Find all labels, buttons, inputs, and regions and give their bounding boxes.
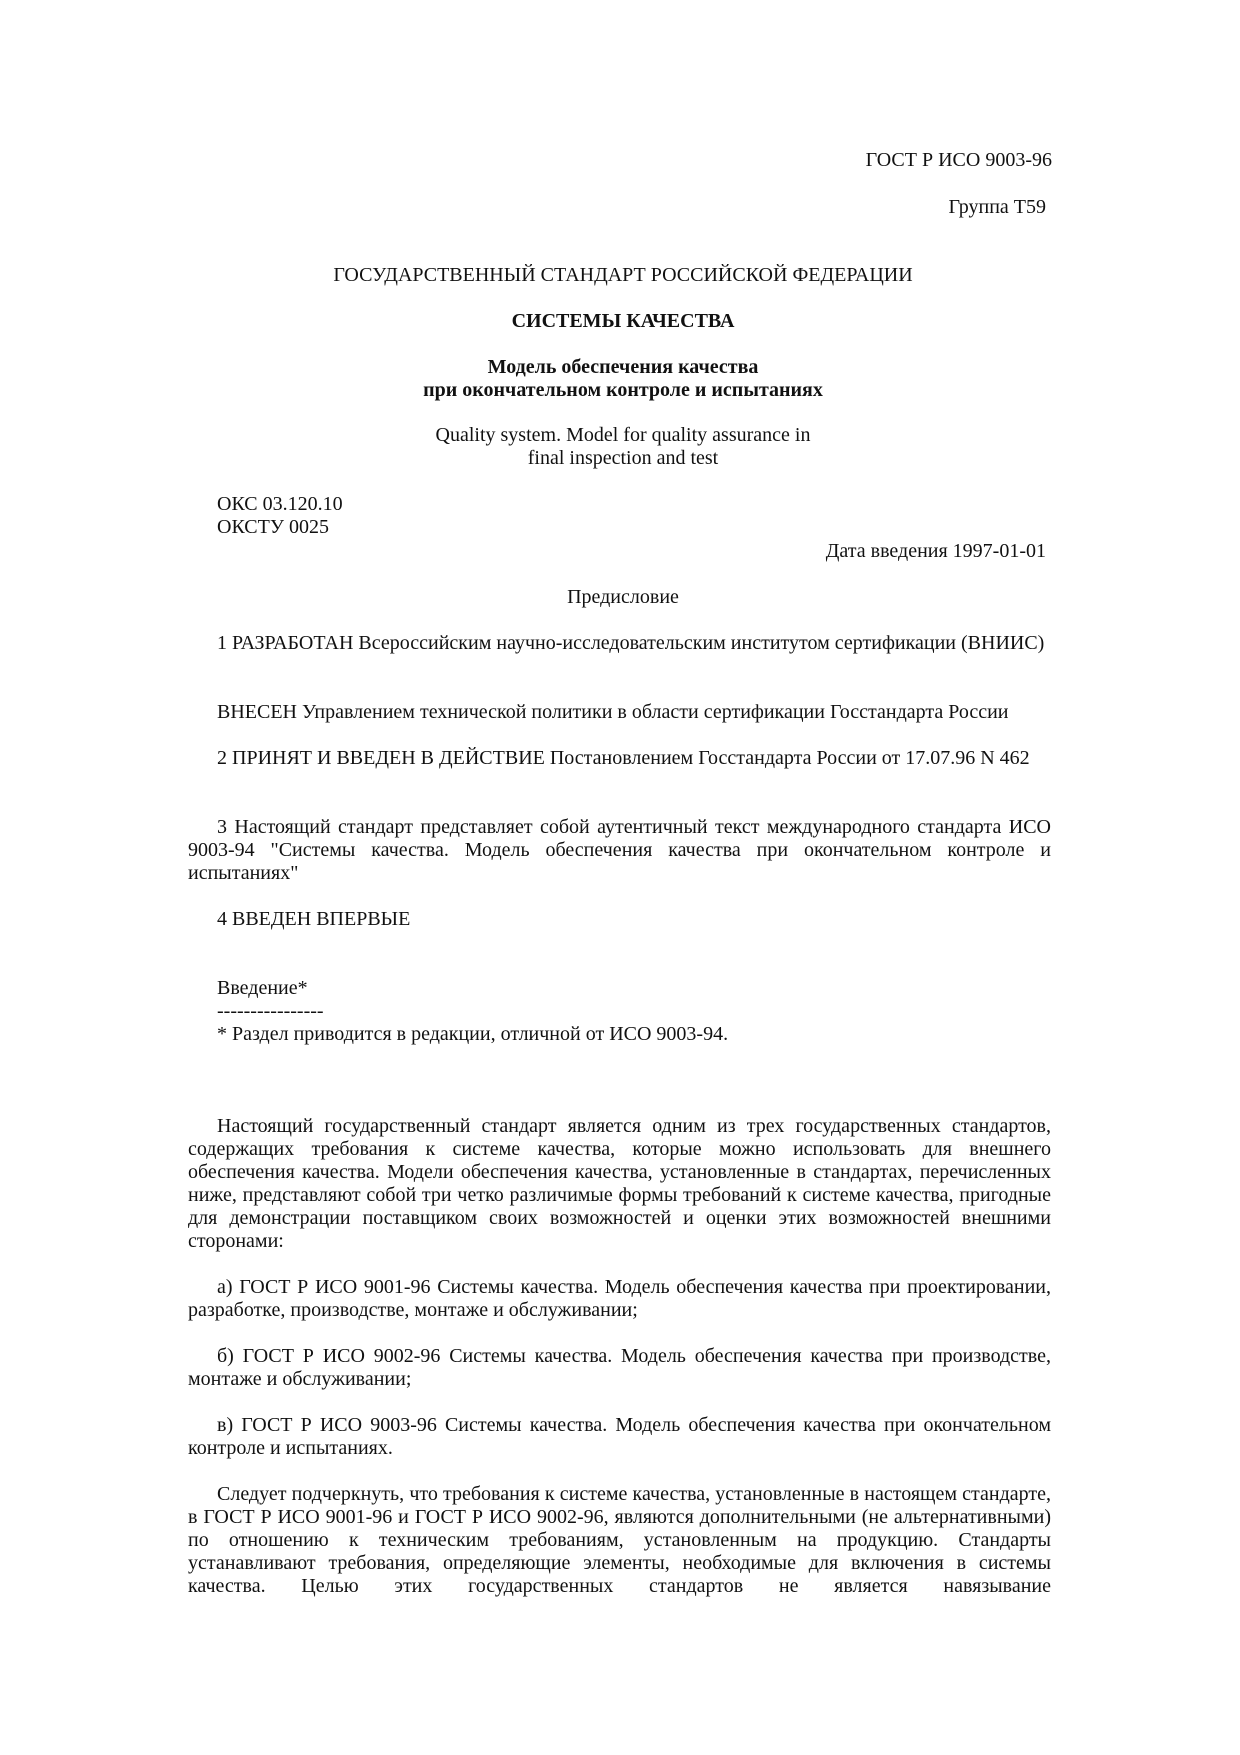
- english-title-line1: Quality system. Model for quality assurance in: [435, 424, 811, 446]
- foreword-item-1-extra-text: ВНЕСЕН Управлением технической политики в области сертификации Госстандарта России: [217, 701, 1009, 723]
- introduction-paragraph-2-text: Следует подчеркнуть, что требования к системе качества, установленные в настоящем стандарте, в ГОСТ Р ИСО 9001-96 и ГОСТ Р ИСО 9002-96, являются дополнительными (не альтернативными) по отношению к техническим требованиям, установленным на продукцию. Стандарты устанавливают требования, определяющие элементы, необходимые для включения в системы качества. Целью этих государственных стандартов не является навязывание: [188, 1483, 1051, 1597]
- foreword-item-1-text: 1 РАЗРАБОТАН Всероссийским научно-исследовательским институтом сертификации (ВНИИС): [217, 632, 1045, 654]
- introduction-heading: Введение*: [217, 977, 308, 999]
- foreword-item-2: [188, 747, 1051, 770]
- foreword-heading: Предисловие: [567, 586, 679, 608]
- okstu-code: ОКСТУ 0025: [217, 516, 330, 538]
- document-number: ГОСТ Р ИСО 9003-96: [865, 149, 1052, 171]
- introduction-list-item-c: [188, 1414, 1051, 1460]
- introduction-paragraph-2: [188, 1483, 1051, 1598]
- introduction-list-item-c-text: в) ГОСТ Р ИСО 9003-96 Системы качества. Модель обеспечения качества при окончательном контроле и испытаниях.: [188, 1414, 1051, 1459]
- document-group: Группа Т59: [948, 196, 1046, 218]
- oks-code: ОКС 03.120.10: [217, 493, 343, 515]
- state-standard-title: ГОСУДАРСТВЕННЫЙ СТАНДАРТ РОССИЙСКОЙ ФЕДЕРАЦИИ: [333, 264, 913, 286]
- footnote-separator: ----------------: [217, 1000, 324, 1022]
- foreword-item-2-text: 2 ПРИНЯТ И ВВЕДЕН В ДЕЙСТВИЕ Постановлением Госстандарта России от 17.07.96 N 462: [217, 747, 1030, 769]
- introduction-paragraph-1: [188, 1115, 1051, 1253]
- standard-main-title: СИСТЕМЫ КАЧЕСТВА: [511, 310, 735, 332]
- foreword-item-4: [188, 908, 1051, 931]
- introduction-list-item-a: [188, 1276, 1051, 1322]
- introduction-paragraph-1-text: Настоящий государственный стандарт является одним из трех государственных стандартов, содержащих требования к системе качества, которые можно использовать для внешнего обеспечения качества. Модели обеспечения качества, установленные в стандартах, перечисленных ниже, представляют собой три четко различимые формы требований к системе качества, пригодные для демонстрации поставщиком своих возможностей и оценки этих возможностей внешними сторонами:: [188, 1115, 1051, 1252]
- foreword-item-4-text: 4 ВВЕДЕН ВПЕРВЫЕ: [217, 908, 411, 930]
- standard-subtitle-line1: Модель обеспечения качества: [487, 356, 759, 378]
- introduction-date: Дата введения 1997-01-01: [825, 540, 1046, 562]
- foreword-item-3: [188, 816, 1051, 885]
- english-title-line2: final inspection and test: [527, 447, 719, 469]
- foreword-item-1: [188, 632, 1051, 655]
- standard-subtitle-line2: при окончательном контроле и испытаниях: [423, 379, 823, 401]
- foreword-item-1-extra: [188, 701, 1051, 724]
- introduction-list-item-a-text: а) ГОСТ Р ИСО 9001-96 Системы качества. Модель обеспечения качества при проектировании, разработке, производстве, монтаже и обслуживании;: [188, 1276, 1051, 1321]
- foreword-item-3-text: 3 Настоящий стандарт представляет собой аутентичный текст международного стандарта ИСО 9003-94 "Системы качества. Модель обеспечения качества при окончательном контроле и испытаниях": [188, 816, 1051, 884]
- introduction-list-item-b-text: б) ГОСТ Р ИСО 9002-96 Системы качества. Модель обеспечения качества при производстве, монтаже и обслуживании;: [188, 1345, 1051, 1390]
- footnote-text: * Раздел приводится в редакции, отличной от ИСО 9003-94.: [217, 1023, 729, 1045]
- introduction-list-item-b: [188, 1345, 1051, 1391]
